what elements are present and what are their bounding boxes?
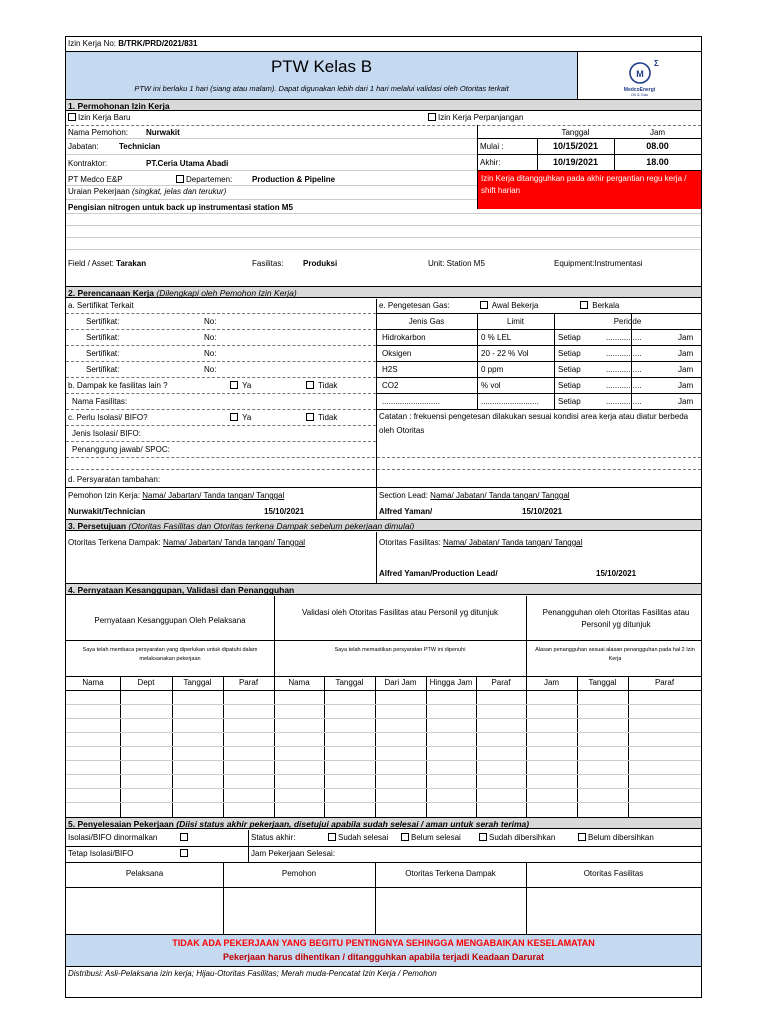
gas-row-name: H2S xyxy=(382,365,398,374)
gas-row-limit: 20 - 22 % Vol xyxy=(481,349,529,358)
isolation-type-label: Jenis Isolasi/ BIFO: xyxy=(72,429,141,438)
iso-normal-label: Isolasi/BIFO dinormalkan xyxy=(68,833,158,842)
col1-note: Saya telah membaca persyaratan yang diperlukan untuk dipatuhi dalam melaksanakan pekerjaan xyxy=(82,647,258,662)
gas-row-every: Setiap xyxy=(558,381,581,390)
facility-name-label: Nama Fasilitas: xyxy=(72,397,128,406)
gas-periodic-checkbox[interactable]: Berkala xyxy=(580,301,619,311)
iso-fixed-label: Tetap Isolasi/BIFO xyxy=(68,849,134,858)
position-label: Jabatan: xyxy=(68,142,99,151)
done-checkbox[interactable]: Sudah selesai xyxy=(328,833,388,843)
facility-label: Fasilitas: xyxy=(252,259,284,268)
cert-label-2: Sertifikat: xyxy=(86,333,120,342)
gas-row-every: Setiap xyxy=(558,349,581,358)
checkbox-new-permit[interactable]: Izin Kerja Baru xyxy=(68,113,130,123)
cert-label-1: Sertifikat: xyxy=(86,317,120,326)
s4-header-date: Tanggal xyxy=(183,678,212,687)
gas-row-unit: Jam xyxy=(678,381,694,390)
iso-fixed-checkbox[interactable] xyxy=(180,849,190,859)
warning-line-1: TIDAK ADA PEKERJAAN YANG BEGITU PENTINGNYA SEHINGGA MENGABAIKAN KESELAMATAN xyxy=(172,938,595,948)
col1-title: Pernyataan Kesanggupan Oleh Pelaksana xyxy=(94,616,246,625)
gas-header-limit: Limit xyxy=(507,317,524,326)
start-label: Mulai : xyxy=(480,142,504,151)
section-3-header: 3. Persetujuan (Otoritas Fasilitas dan Otoritas terkena Dampak sebelum pekerjaan dimulai) xyxy=(66,519,701,531)
gas-row-dots[interactable]: ................ xyxy=(606,349,642,358)
sign-header-requester: Pemohon xyxy=(281,869,317,878)
requester-sign-value: Nurwakit/Technician xyxy=(68,507,146,516)
impact-label: b. Dampak ke fasilitas lain ? xyxy=(68,381,168,390)
impact-no-checkbox[interactable]: Tidak xyxy=(306,381,337,391)
gas-note: Catatan : frekuensi pengetesan dilakukan sesuai kondisi area kerja atau diatur berbeda oleh Otoritas xyxy=(379,412,689,435)
section-4-header: 4. Pernyataan Kesanggupan, Validasi dan Penangguhan xyxy=(66,583,701,595)
svg-text:M: M xyxy=(636,69,644,79)
field-label: Field / Asset: Tarakan xyxy=(68,259,147,268)
work-desc-value: Pengisian nitrogen untuk back up instrumentasi station M5 xyxy=(68,203,293,212)
gas-row-unit: Jam xyxy=(678,333,694,342)
gas-header-period: Periode xyxy=(613,317,642,326)
page-subtitle: PTW ini berlaku 1 hari (siang atau malam). Dapat digunakan lebih dari 1 hari melalui validasi oleh Otoritas terkait xyxy=(134,84,509,93)
col2-title: Validasi oleh Otoritas Fasilitas atau Personil yg ditunjuk xyxy=(302,608,498,617)
s4-header-initial-3: Paraf xyxy=(654,678,675,687)
sign-header-affected: Otoritas Terkena Dampak xyxy=(405,869,496,878)
cleaned-checkbox[interactable]: Sudah dibersihkan xyxy=(479,833,555,843)
requester-sign-date: 15/10/2021 xyxy=(264,507,305,516)
gas-row-name[interactable]: .......................... xyxy=(382,397,440,406)
gas-initial-checkbox[interactable]: Awal Bekerja xyxy=(480,301,538,311)
sign-header-facility: Otoritas Fasilitas xyxy=(583,869,644,878)
facility-value: Produksi xyxy=(303,259,338,268)
col3-title: Penangguhan oleh Otoritas Fasilitas atau Personil yg ditunjuk xyxy=(542,608,690,629)
permit-no: Izin Kerja No: B/TRK/PRD/2021/831 xyxy=(68,39,198,48)
section-lead-date: 15/10/2021 xyxy=(522,507,563,516)
not-cleaned-checkbox[interactable]: Belum dibersihkan xyxy=(578,833,654,843)
final-status-label: Status akhir: xyxy=(251,833,296,842)
section-2-header: 2. Perencanaan Kerja (Dilengkapi oleh Pemohon Izin Kerja) xyxy=(66,286,701,298)
s4-header-initial: Paraf xyxy=(238,678,259,687)
logo xyxy=(578,52,701,99)
section-lead-label: Section Lead: Nama/ Jabatan/ Tanda tangan/ Tanggal xyxy=(379,491,570,500)
gas-row-limit: 0 % LEL xyxy=(481,333,512,342)
requester-label: Nama Pemohon: xyxy=(68,128,129,137)
gas-row-limit: % vol xyxy=(481,381,501,390)
checkbox-extension[interactable]: Izin Kerja Perpanjangan xyxy=(428,113,523,123)
cert-label-3: Sertifikat: xyxy=(86,349,120,358)
section-5-header: 5. Penyelesaian Pekerjaan (Diisi status akhir pekerjaan, disetujui apabila sudah selesai / aman untuk serah terima) xyxy=(66,817,701,829)
gas-row-dots[interactable]: ................ xyxy=(606,333,642,342)
s4-header-time: Jam xyxy=(543,678,560,687)
s4-header-name: Nama xyxy=(82,678,104,687)
pic-label: Penanggung jawab/ SPOC: xyxy=(72,445,170,454)
gas-row-every: Setiap xyxy=(558,397,581,406)
start-time: 08.00 xyxy=(646,141,669,151)
work-desc-label: Uraian Pekerjaan (singkat, jelas dan terukur) xyxy=(68,187,227,196)
requester-sign-label: Pemohon Izin Kerja: Nama/ Jabartan/ Tanda tangan/ Tanggal xyxy=(68,491,285,500)
start-date: 10/15/2021 xyxy=(552,141,599,151)
cert-no-4: No: xyxy=(204,365,217,374)
gas-row-name: Hidrokarbon xyxy=(382,333,426,342)
facility-auth-date: 15/10/2021 xyxy=(596,569,637,578)
gas-row-limit: 0 ppm xyxy=(481,365,504,374)
gas-row-name: CO2 xyxy=(382,381,399,390)
iso-normal-checkbox[interactable] xyxy=(180,833,190,843)
gas-row-unit: Jam xyxy=(678,397,694,406)
suspend-note: Izin Kerja ditangguhkan pada akhir pergantian regu kerja / shift harian xyxy=(478,171,701,209)
distribution-note: Distribusi: Asli-Pelaksana izin kerja; Hijau-Otoritas Fasilitas; Merah muda-Pencatat Izin Kerja / Pemohon xyxy=(68,969,437,978)
time-header: Jam xyxy=(649,128,666,137)
gas-row-every: Setiap xyxy=(558,333,581,342)
cert-title: a. Sertifikat Terkait xyxy=(68,301,134,310)
checkbox-department[interactable]: Departemen: xyxy=(176,175,232,185)
finish-time-label: Jam Pekerjaan Selesai: xyxy=(251,849,336,858)
requester-value: Nurwakit xyxy=(146,128,180,137)
logo-text: MedcoEnergi xyxy=(623,87,656,93)
gas-row-dots[interactable]: ................ xyxy=(606,397,642,406)
end-label: Akhir: xyxy=(480,158,501,167)
s4-header-initial-2: Paraf xyxy=(491,678,511,687)
section-1-header: 1. Permohonan Izin Kerja xyxy=(66,99,701,111)
facility-auth-label: Otoritas Fasilitas: Nama/ Jabatan/ Tanda tangan/ Tanggal xyxy=(379,538,583,547)
extra-req-label: d. Persyaratan tambahan: xyxy=(68,475,161,484)
logo-sub: Oil & Gas xyxy=(630,92,649,97)
facility-auth-value: Alfred Yaman/Production Lead/ xyxy=(379,569,498,578)
isolation-yes-checkbox[interactable]: Ya xyxy=(230,413,251,423)
s4-header-date-3: Tanggal xyxy=(588,678,617,687)
svg-text:Σ: Σ xyxy=(654,59,659,68)
equipment-value: Equipment:Instrumentasi xyxy=(554,259,643,268)
contractor-value: PT.Ceria Utama Abadi xyxy=(146,159,229,168)
impact-yes-checkbox[interactable]: Ya xyxy=(230,381,251,391)
gas-row-dots[interactable]: ................ xyxy=(606,365,642,374)
section-lead-value: Alfred Yaman/ xyxy=(379,507,433,516)
cert-no-2: No: xyxy=(204,333,217,342)
col3-note: Alasan penangguhan sesuai alasan penangguhan pada hal 2 Izin Kerja xyxy=(535,647,695,662)
gas-row-unit: Jam xyxy=(678,365,694,374)
gas-test-label: e. Pengetesan Gas: xyxy=(379,301,450,310)
not-done-checkbox[interactable]: Belum selesai xyxy=(401,833,461,843)
sign-header-executor: Pelaksana xyxy=(125,869,164,878)
warning-line-2: Pekerjaan harus dihentikan / ditangguhkan apabila terjadi Keadaan Darurat xyxy=(222,952,545,962)
cert-no-3: No: xyxy=(204,349,217,358)
affected-auth-label: Otoritas Terkena Dampak: Nama/ Jabartan/ Tanda tangan/ Tanggal xyxy=(68,538,306,547)
s4-header-to: Hingga Jam xyxy=(429,678,473,687)
cert-no-1: No: xyxy=(204,317,217,326)
cert-label-4: Sertifikat: xyxy=(86,365,120,374)
s4-header-date-2: Tanggal xyxy=(335,678,364,687)
end-time: 18.00 xyxy=(646,157,669,167)
page-title: PTW Kelas B xyxy=(270,57,373,76)
gas-row-every: Setiap xyxy=(558,365,581,374)
date-header: Tanggal xyxy=(561,128,590,137)
isolation-label: c. Perlu Isolasi/ BIFO? xyxy=(68,413,148,422)
department-value: Production & Pipeline xyxy=(252,175,336,184)
unit-value: Unit: Station M5 xyxy=(428,259,485,268)
s4-header-name-2: Nama xyxy=(288,678,310,687)
col2-note: Saya telah memastikan persyaratan PTW ini dipenuhi xyxy=(334,647,466,653)
isolation-no-checkbox[interactable]: Tidak xyxy=(306,413,337,423)
gas-row-name: Oksigen xyxy=(382,349,412,358)
s4-header-dept: Dept xyxy=(137,678,155,687)
gas-row-limit[interactable]: .......................... xyxy=(481,397,539,406)
s4-header-from: Dari Jam xyxy=(384,678,417,687)
end-date: 10/19/2021 xyxy=(552,157,599,167)
permit-form xyxy=(65,36,702,998)
position-value: Technician xyxy=(119,142,161,151)
medco-label: PT Medco E&P xyxy=(68,175,123,184)
contractor-label: Kontraktor: xyxy=(68,159,108,168)
gas-header-type: Jenis Gas xyxy=(408,317,445,326)
gas-row-dots[interactable]: ................ xyxy=(606,381,642,390)
gas-row-unit: Jam xyxy=(678,349,694,358)
